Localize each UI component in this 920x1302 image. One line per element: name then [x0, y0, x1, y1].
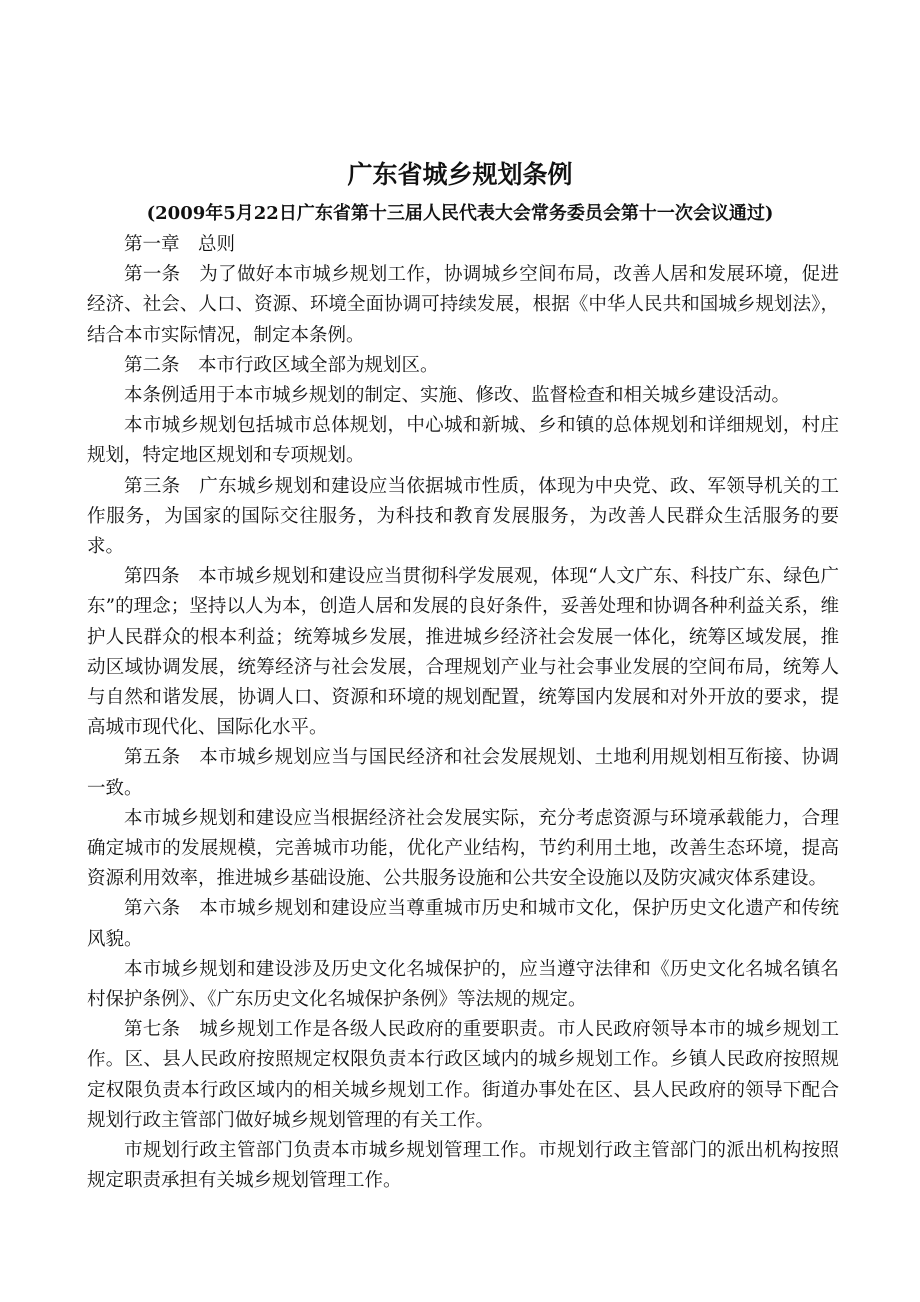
article-6-detail: 本市城乡规划和建设涉及历史文化名城保护的，应当遵守法律和《历史文化名城名镇名村保护条例》、《广东历史文化名城保护条例》等法规的规定。 [87, 958, 839, 1011]
article-7-detail: 市规划行政主管部门负责本市城乡规划管理工作。市规划行政主管部门的派出机构按照规定职责承担有关城乡规划管理工作。 [87, 1140, 839, 1192]
article-3: 第三条 广东城乡规划和建设应当依据城市性质，体现为中央党、政、军领导机关的工作服务，为国家的国际交往服务，为科技和教育发展服务，为改善人民群众生活服务的要求。 [87, 475, 839, 558]
document-body [87, 230, 839, 1197]
article-2-scope: 本条例适用于本市城乡规划的制定、实施、修改、监督检查和相关城乡建设活动。 [124, 385, 791, 407]
article-2-contents: 本市城乡规划包括城市总体规划，中心城和新城、乡和镇的总体规划和详细规划，村庄规划，特定地区规划和专项规划。 [87, 415, 839, 467]
article-2: 第二条 本市行政区域全部为规划区。 [124, 354, 439, 376]
article-1: 第一条 为了做好本市城乡规划工作，协调城乡空间布局，改善人居和发展环境，促进经济、社会、人口、资源、环境全面协调可持续发展，根据《中华人民共和国城乡规划法》，结合本市实际情况，制定本条例。 [87, 264, 839, 346]
document-subtitle: (2009年5月22日广东省第十三届人民代表大会常务委员会第十一次会议通过) [146, 203, 774, 224]
article-4: 第四条 本市城乡规划和建设应当贯彻科学发展观，体现“人文广东、科技广东、绿色广东”的理念；坚持以人为本，创造人居和发展的良好条件，妥善处理和协调各种利益关系，维护人民群众的根本利益；统筹城乡发展，推进城乡经济社会发展一体化，统筹区域发展，推动区域协调发展，统筹经济与社会发展，合理规划产业与社会事业发展的空间布局，统筹人与自然和谐发展，协调人口、资源和环境的规划配置，统筹国内发展和对外开放的要求，提高城市现代化、国际化水平。 [87, 566, 839, 739]
article-5: 第五条 本市城乡规划应当与国民经济和社会发展规划、土地利用规划相互衔接、协调一致。 [87, 747, 839, 799]
article-7: 第七条 城乡规划工作是各级人民政府的重要职责。市人民政府领导本市的城乡规划工作。区、县人民政府按照规定权限负责本行政区域内的城乡规划工作。乡镇人民政府按照规定权限负责本行政区域内的相关城乡规划工作。街道办事处在区、县人民政府的领导下配合规划行政主管部门做好城乡规划管理的有关工作。 [87, 1019, 839, 1131]
document-title: 广东省城乡规划条例 [347, 160, 573, 189]
chapter-heading: 第一章 总则 [124, 234, 236, 255]
article-5-detail: 本市城乡规划和建设应当根据经济社会发展实际，充分考虑资源与环境承载能力，合理确定城市的发展规模，完善城市功能，优化产业结构，节约利用土地，改善生态环境，提高资源利用效率，推进城乡基础设施、公共服务设施和公共安全设施以及防灾减灾体系建设。 [87, 807, 839, 890]
article-6: 第六条 本市城乡规划和建设应当尊重城市历史和城市文化，保护历史文化遗产和传统风貌。 [87, 898, 839, 950]
